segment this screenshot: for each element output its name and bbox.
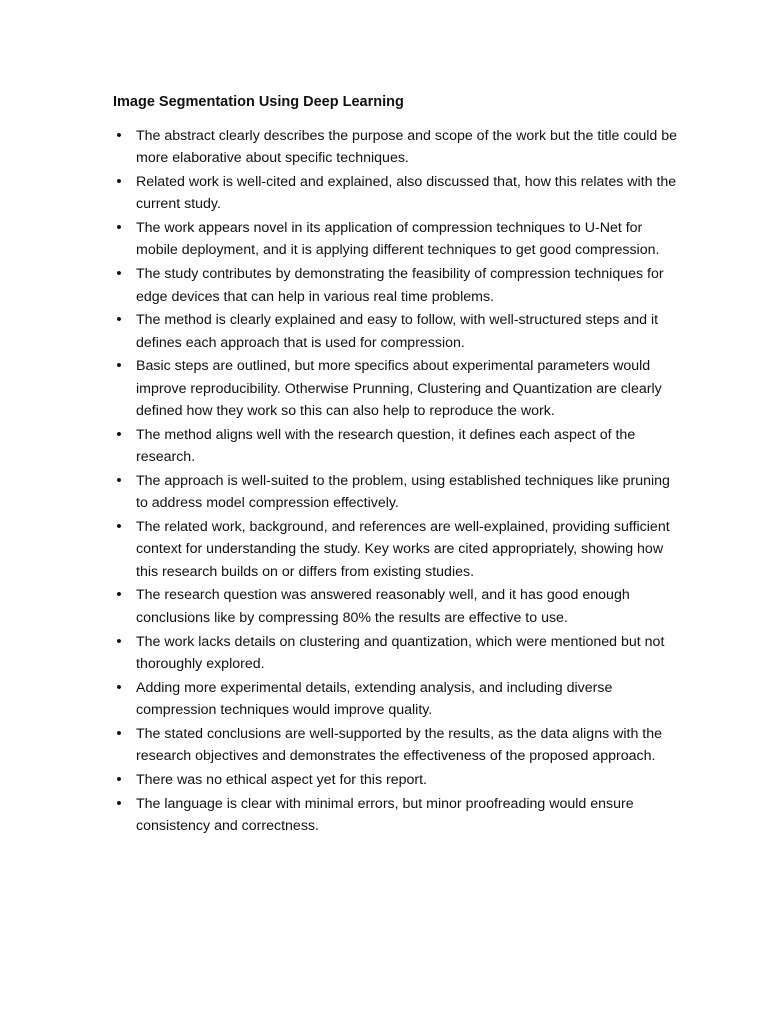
list-item-text: The stated conclusions are well-supported by the results, as the data aligns with the research objectives and demonstrates the effectiveness of the proposed approach. bbox=[136, 725, 663, 765]
bullet-icon: • bbox=[116, 425, 122, 443]
bullet-icon: • bbox=[116, 265, 122, 283]
list-item bbox=[113, 217, 683, 262]
bullet-icon: • bbox=[116, 127, 122, 144]
list-item-text: The method aligns well with the research question, it defines each aspect of the research. bbox=[136, 426, 636, 466]
bullet-icon: • bbox=[116, 518, 122, 536]
bullet-icon: • bbox=[116, 724, 122, 742]
list-item bbox=[113, 470, 683, 515]
list-item-text: There was no ethical aspect yet for this report. bbox=[136, 771, 427, 788]
list-item bbox=[113, 769, 683, 791]
list-item-text: Adding more experimental details, extending analysis, and including diverse compression techniques would improve quality. bbox=[136, 679, 613, 718]
document-title: Image Segmentation Using Deep Learning bbox=[113, 94, 404, 110]
list-item-text: The language is clear with minimal errors, but minor proofreading would ensure consistency and correctness. bbox=[136, 795, 634, 834]
bullet-list bbox=[113, 125, 683, 839]
list-item bbox=[113, 355, 683, 422]
list-item-text: The abstract clearly describes the purpose and scope of the work but the title could be more elaborative about specific techniques. bbox=[136, 128, 678, 167]
bullet-icon: • bbox=[116, 678, 122, 696]
bullet-icon: • bbox=[116, 219, 122, 237]
list-item bbox=[113, 516, 683, 583]
list-item-text: Basic steps are outlined, but more specifics about experimental parameters would improve reproducibility. Otherwise Prunning, Clustering and Quantization are clearly defined how they work so this can also help to reproduce the work. bbox=[136, 358, 662, 420]
list-item bbox=[113, 631, 683, 676]
bullet-icon: • bbox=[116, 770, 122, 788]
bullet-icon: • bbox=[116, 586, 122, 604]
bullet-icon: • bbox=[116, 311, 122, 329]
bullet-icon: • bbox=[116, 471, 122, 489]
bullet-icon: • bbox=[116, 632, 122, 650]
list-item bbox=[113, 125, 683, 170]
list-item-text: Related work is well-cited and explained, also discussed that, how this relates with the current study. bbox=[136, 174, 677, 213]
list-item bbox=[113, 424, 683, 469]
list-item bbox=[113, 263, 683, 308]
list-item-text: The related work, background, and references are well-explained, providing sufficient context for understanding the study. Key works are cited appropriately, showing how this research builds on or differs from existing studies. bbox=[136, 519, 670, 580]
list-item-text: The work appears novel in its application of compression techniques to U-Net for mobile deployment, and it is applying different techniques to get good compression. bbox=[136, 220, 660, 259]
bullet-icon: • bbox=[116, 794, 122, 812]
list-item bbox=[113, 584, 683, 629]
list-item-text: The research question was answered reasonably well, and it has good enough conclusions like by compressing 80% the results are effective to use. bbox=[136, 587, 630, 626]
bullet-icon: • bbox=[116, 173, 122, 191]
list-item bbox=[113, 793, 683, 838]
bullet-icon: • bbox=[116, 357, 122, 375]
list-item-text: The approach is well-suited to the problem, using established techniques like pruning to address model compression effectively. bbox=[136, 472, 670, 512]
list-item bbox=[113, 309, 683, 354]
list-item bbox=[113, 723, 683, 768]
list-item bbox=[113, 677, 683, 722]
list-item-text: The method is clearly explained and easy to follow, with well-structured steps and it defines each approach that is used for compression. bbox=[136, 312, 659, 351]
list-item-text: The study contributes by demonstrating the feasibility of compression techniques for edge devices that can help in various real time problems. bbox=[136, 266, 664, 305]
list-item-text: The work lacks details on clustering and quantization, which were mentioned but not thoroughly explored. bbox=[136, 633, 665, 672]
list-item bbox=[113, 171, 683, 216]
